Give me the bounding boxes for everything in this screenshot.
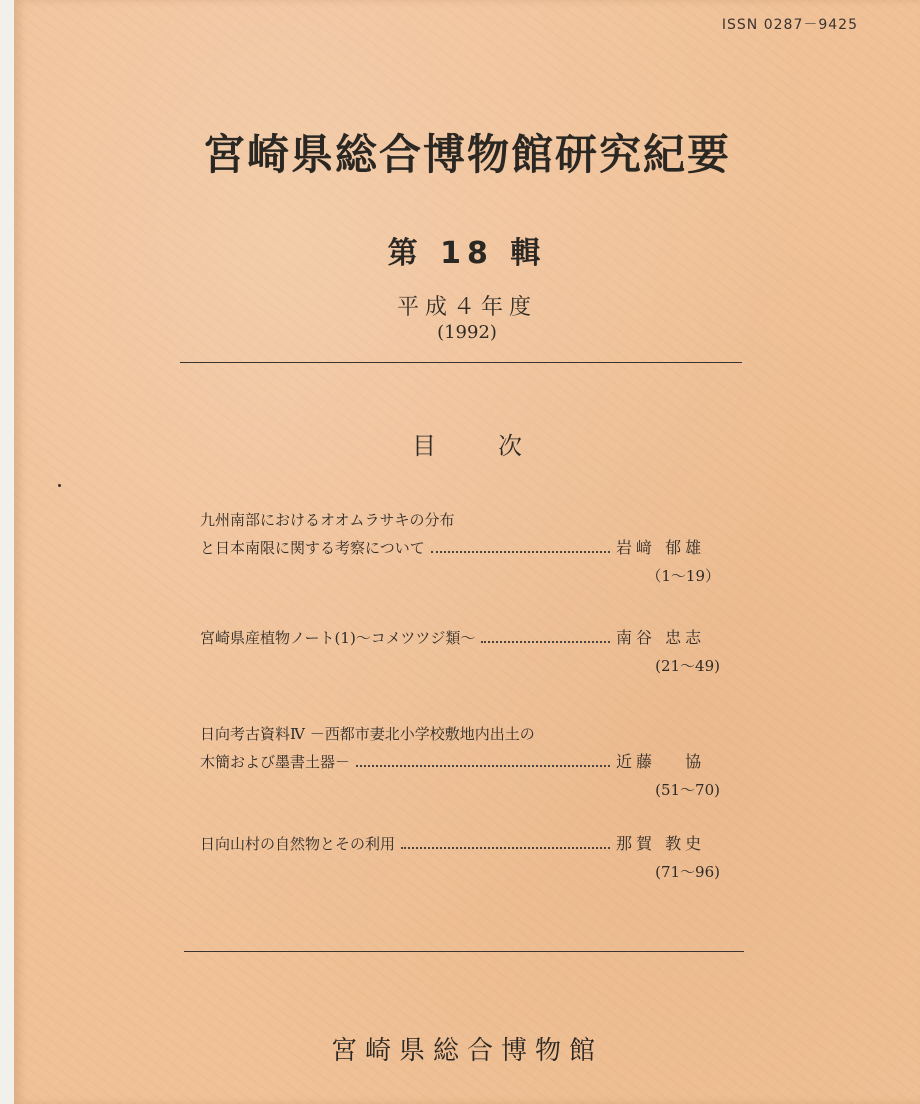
- toc-entry: [200, 830, 724, 886]
- toc-entry-pages: (21～49): [655, 657, 720, 675]
- fiscal-year-era: 平成４年度: [396, 295, 537, 320]
- toc-entry-title: 木簡および墨書土器－: [200, 753, 351, 771]
- fiscal-year-western: (1992): [437, 322, 497, 343]
- publisher-name: 宮崎県総合博物館: [330, 1036, 603, 1066]
- toc-entry-pages: （1～19）: [646, 567, 720, 585]
- bottom-divider: [184, 951, 744, 952]
- toc-entry-title: 九州南部におけるオオムラサキの分布: [200, 511, 455, 529]
- toc-heading: 目次: [412, 432, 584, 460]
- table-of-contents: [200, 506, 724, 912]
- toc-entry-author: 近藤 協: [616, 752, 706, 771]
- toc-entry-author: 那賀 教史: [616, 834, 706, 853]
- issn-number: ISSN 0287－9425: [721, 17, 858, 33]
- toc-entry-title: 日向考古資料Ⅳ －西都市妻北小学校敷地内出土の: [200, 725, 535, 743]
- toc-entry-line: [200, 534, 724, 562]
- toc-entry-line: [200, 830, 724, 858]
- toc-entry: [200, 720, 724, 804]
- toc-entry-author: 南谷 忠志: [616, 628, 706, 647]
- leader-dots: [431, 551, 610, 553]
- journal-title: 宮崎県総合博物館研究紀要: [202, 130, 731, 179]
- toc-entry-line: [200, 748, 724, 776]
- toc-entry-title: と日本南限に関する考察について: [200, 539, 425, 557]
- toc-entry-title: 日向山村の自然物とその利用: [200, 835, 396, 853]
- toc-entry-line: [200, 506, 724, 534]
- leader-dots: [481, 641, 610, 643]
- toc-entry-title: 宮崎県産植物ノート(1)～コメツツジ類～: [200, 629, 476, 647]
- toc-entry-pages: (71～96): [655, 863, 720, 881]
- leader-dots: [356, 765, 610, 767]
- toc-entry-pages: (51～70): [655, 781, 720, 799]
- paper-speck: [58, 484, 61, 487]
- issue-number: 第 18 輯: [387, 236, 547, 271]
- journal-cover: [14, 0, 920, 1104]
- toc-entry: [200, 506, 724, 590]
- toc-entry-line: [200, 720, 724, 748]
- top-divider: [180, 362, 742, 363]
- toc-entry-line: [200, 624, 724, 652]
- toc-entry: [200, 624, 724, 680]
- toc-entry-author: 岩﨑 郁雄: [616, 538, 706, 557]
- leader-dots: [401, 847, 610, 849]
